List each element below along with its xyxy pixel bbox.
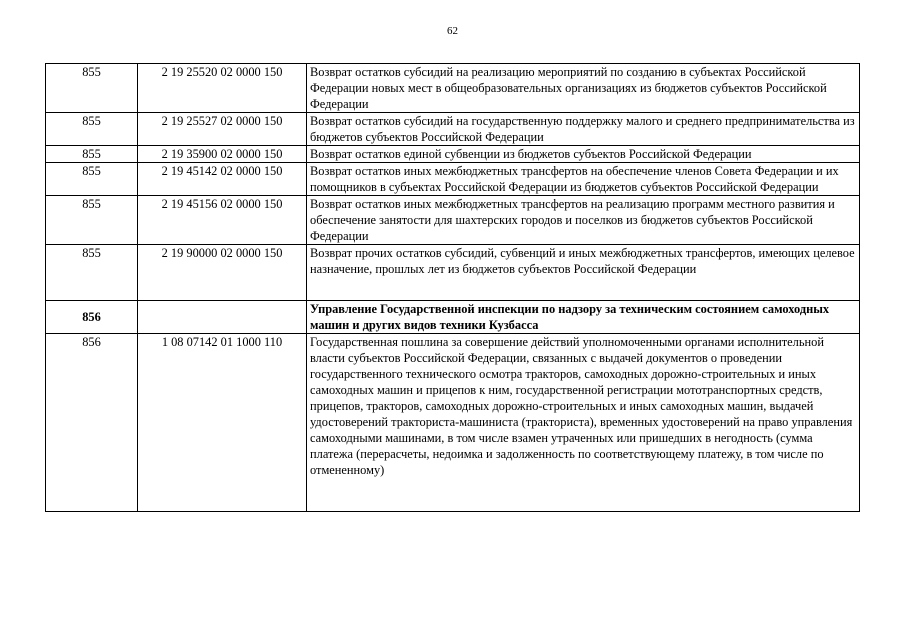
table-row	[46, 334, 860, 512]
income-code-cell: 2 19 45156 02 0000 150	[138, 196, 307, 245]
admin-code-cell: 855	[46, 146, 138, 163]
admin-code-cell: 855	[46, 163, 138, 196]
admin-code-cell: 855	[46, 64, 138, 113]
income-code-cell: 1 08 07142 01 1000 110	[138, 334, 307, 512]
income-code-cell: 2 19 25527 02 0000 150	[138, 113, 307, 146]
admin-code-cell: 856	[46, 334, 138, 512]
admin-code-cell: 855	[46, 196, 138, 245]
income-name-cell: Возврат остатков иных межбюджетных трансфертов на обеспечение членов Совета Федерации и их помощников в субъектах Российской Федерации из бюджетов субъектов Российской Федерации	[307, 163, 860, 196]
income-code-cell: 2 19 35900 02 0000 150	[138, 146, 307, 163]
budget-classification-table	[45, 63, 860, 512]
income-code-cell: 2 19 25520 02 0000 150	[138, 64, 307, 113]
income-name-cell: Государственная пошлина за совершение действий уполномоченными органами исполнительной власти субъектов Российской Федерации, связанных с выдачей документов о проведении государственного технического осмотра тракторов, самоходных дорожно-строительных и иных самоходных машин и прицепов к ним, государственной регистрации мототранспортных средств, прицепов, тракторов, самоходных дорожно-строительных и иных самоходных машин, выдачей удостоверений тракториста-машиниста (тракториста), временных удостоверений на право управления самоходными машинами, в том числе взамен утраченных или пришедших в негодность (сумма платежа (перерасчеты, недоимка и задолженность по соответствующему платежу, в том числе по отмененному)	[307, 334, 860, 512]
admin-code-cell: 855	[46, 113, 138, 146]
table-row	[46, 163, 860, 196]
administrator-name-cell: Управление Государственной инспекции по надзору за техническим состоянием самоходных машин и других видов техники Кузбасса	[307, 301, 860, 334]
admin-code-cell: 855	[46, 245, 138, 301]
table-row	[46, 113, 860, 146]
income-name-cell: Возврат остатков субсидий на государственную поддержку малого и среднего предпринимательства из бюджетов субъектов Российской Федерации	[307, 113, 860, 146]
table-row	[46, 64, 860, 113]
income-name-cell: Возврат остатков субсидий на реализацию мероприятий по созданию в субъектах Российской Федерации новых мест в общеобразовательных организациях из бюджетов субъектов Российской Федерации	[307, 64, 860, 113]
income-name-cell: Возврат остатков иных межбюджетных трансфертов на реализацию программ местного развития и обеспечение занятости для шахтерских городов и поселков из бюджетов субъектов Российской Федерации	[307, 196, 860, 245]
income-name-cell: Возврат остатков единой субвенции из бюджетов субъектов Российской Федерации	[307, 146, 860, 163]
page-number: 62	[447, 25, 458, 37]
table-row	[46, 146, 860, 163]
income-code-cell: 2 19 90000 02 0000 150	[138, 245, 307, 301]
income-name-cell: Возврат прочих остатков субсидий, субвенций и иных межбюджетных трансфертов, имеющих целевое назначение, прошлых лет из бюджетов субъектов Российской Федерации	[307, 245, 860, 301]
table-row	[46, 245, 860, 301]
income-code-cell	[138, 301, 307, 334]
admin-code-cell: 856	[46, 301, 138, 334]
income-code-cell: 2 19 45142 02 0000 150	[138, 163, 307, 196]
administrator-header-row	[46, 301, 860, 334]
table-row	[46, 196, 860, 245]
